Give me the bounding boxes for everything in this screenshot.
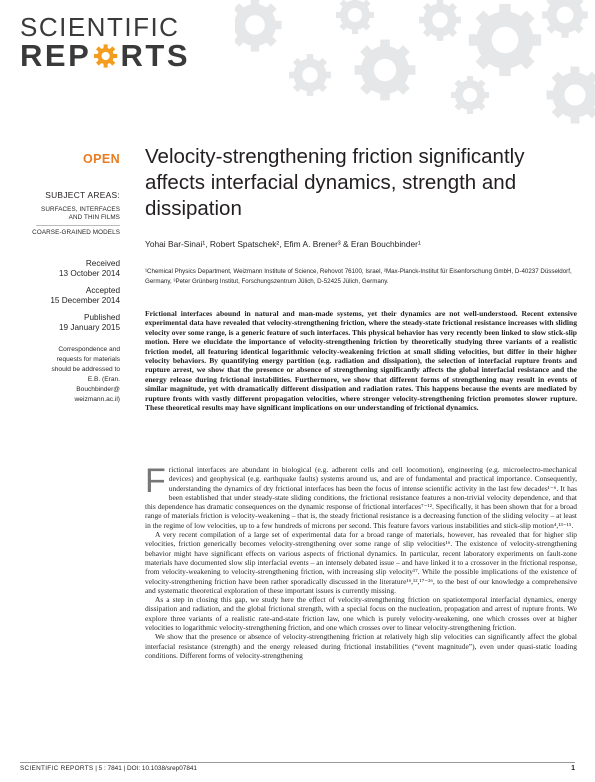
body-paragraph (145, 462, 577, 530)
correspondence-note (8, 345, 120, 405)
logo-reports (20, 40, 190, 72)
subject-item[interactable]: SURFACES, INTERFACES (41, 206, 120, 213)
footer-citation[interactable]: | 5 : 7841 | DOI: 10.1038/srep07841 (93, 765, 197, 772)
date-accepted (8, 286, 120, 306)
author-list: Yohai Bar-Sinai¹, Robert Spatschek², Efim A. Brener³ & Eran Bouchbinder¹ (145, 239, 421, 249)
gears-decoration-icon (235, 0, 595, 130)
body-paragraph: We show that the presence or absence of velocity-strengthening friction at relatively high slip velocities can significantly affect the global interfacial resistance (strength) and the energy released during frictional instabilities (“event magnitude”), even under quasi-static loading conditions. Different forms of velocity-strengthening (145, 632, 577, 660)
open-access-label: OPEN (82, 152, 120, 166)
subject-divider (36, 225, 120, 226)
page-footer (20, 765, 575, 777)
correspondence-line[interactable]: Bouchbinder@ (76, 386, 120, 393)
paragraph-text: rictional interfaces are abundant in biological (e.g. adherent cells and cell locomotion), engineering (e.g. microelectro-mechanical devices) and geophysical (e.g. earthquake faults) systems around us, and are of fundamental and practical importance. Consequently, understanding the dynamics of dry frictional interfaces has been the focus of intense scientific activity in the last few decades¹⁻⁶. It has been established that under steady-state sliding conditions, the frictional resistance features a non-trivial velocity dependence, and that this dependence has dramatic consequences on the dynamic response of frictional interfaces⁷⁻¹². Specifically, it has been shown that for a broad range of materials friction is velocity-weakening – that is, the steady frictional resistance is a decreasing function of the sliding velocity – at least in the regime of low velocities, up to a few hundreds of microns per second. This feature favors various instabilities and stick-slip motion⁴,¹³⁻¹⁵. (145, 465, 577, 530)
correspondence-line: Correspondence and (58, 346, 120, 353)
received-date: 13 October 2014 (59, 269, 120, 278)
subject-areas-heading: SUBJECT AREAS: (45, 190, 120, 200)
correspondence-line: requests for materials (56, 356, 120, 363)
abstract: Frictional interfaces abound in natural and man-made systems, yet their dynamics are not well-understood. Recent extensive experimental data have revealed that velocity-strengthening friction, where the steady-state frictional resistance increases with sliding velocity over some range, is a generic feature of such interfaces. This physical behavior has very recently been linked to slow stick-slip motion. Here we elucidate the importance of velocity-strengthening friction by theoretically studying three variants of a realistic friction model, all featuring identical logarithmic velocity-weakening friction at small sliding velocities, but differ in their higher velocity behaviors. By quantifying energy partition (e.g. radiation and dissipation), the selection of interfacial rupture fronts and rupture arrest, we show that the presence or absence of strengthening significantly affects the global interfacial resistance and the energy release during frictional instabilities. Furthermore, we show that different forms of strengthening may result in events of similar magnitude, yet with dramatically different dissipation and radiation rates. This happens because the events are mediated by rupture fronts with vastly different propagation velocities, where stronger velocity-strengthening friction promotes slower rupture. These theoretical results may have significant implications on our understanding of frictional dynamics. (145, 309, 577, 413)
correspondence-line: should be addressed to (51, 366, 120, 373)
date-published (8, 313, 120, 333)
body-paragraph: A very recent compilation of a large set of experimental data for a broad range of materials, however, has revealed that for higher slip velocities, friction generically becomes velocity-strengthening over some range of slip velocities¹⁶. The existence of velocity-strengthening behavior might have significant effects on various aspects of frictional dynamics. In particular, recent laboratory experiments on fault-zone materials have documented slow slip interfacial events – an intensely debated issue – and have linked it to a crossover in the frictional response, from velocity-weakening to velocity-strengthening friction, with increasing slip velocity¹⁷. While the possible implications of the existence of velocity-strengthening friction have been rather sporadically discussed in the literature¹⁶,¹²,¹⁷⁻²⁶, to the best of our knowledge a comprehensive and systematic theoretical exploration of these important issues is currently missing. (145, 530, 577, 595)
received-label: Received (85, 259, 120, 268)
body-paragraph: As a step in closing this gap, we study here the effect of velocity-strengthening friction on spatiotemporal interfacial dynamics, energy dissipation and radiation, and the global frictional strength, with a special focus on the nucleation, propagation and arrest of rupture fronts. We explore three variants of a realistic rate-and-state friction law, one which is purely velocity-weakening, one which crosses over at higher velocities to logarithmic velocity-strengthening friction, and one which crosses over to linear velocity-strengthening friction. (145, 595, 577, 633)
footer-journal: SCIENTIFIC REPORTS (20, 765, 94, 772)
logo-reports-right: RTS (120, 38, 190, 73)
accepted-label: Accepted (85, 286, 120, 295)
article-sidebar (8, 190, 120, 405)
subject-item[interactable]: COARSE-GRAINED MODELS (32, 229, 120, 236)
page-number: 1 (571, 765, 575, 772)
correspondence-line[interactable]: weizmann.ac.il) (74, 396, 120, 403)
accepted-date: 15 December 2014 (50, 296, 120, 305)
article-body (145, 462, 577, 660)
published-date: 19 January 2015 (59, 323, 120, 332)
correspondence-line[interactable]: E.B. (Eran. (87, 376, 120, 383)
footer-divider (20, 762, 575, 763)
logo-reports-left: REP (20, 38, 92, 73)
published-label: Published (84, 313, 120, 322)
subject-item[interactable]: AND THIN FILMS (68, 214, 120, 221)
affiliations: ¹Chemical Physics Department, Weizmann Institute of Science, Rehovot 76100, Israel, ²Max-Planck-Institut für Eisenforschung GmbH, D-40237 Düsseldorf, Germany, ³Peter Grünberg Institut, Forschungszentrum Jülich, D-52425 Jülich, Germany. (145, 268, 572, 285)
date-received (8, 259, 120, 279)
journal-logo (20, 14, 190, 72)
article-title: Velocity-strengthening friction significantly affects interfacial dynamics, strength and dissipation (145, 145, 525, 220)
drop-cap: F (145, 462, 166, 500)
logo-gear-icon (92, 42, 119, 70)
logo-scientific: SCIENTIFIC (20, 12, 180, 42)
